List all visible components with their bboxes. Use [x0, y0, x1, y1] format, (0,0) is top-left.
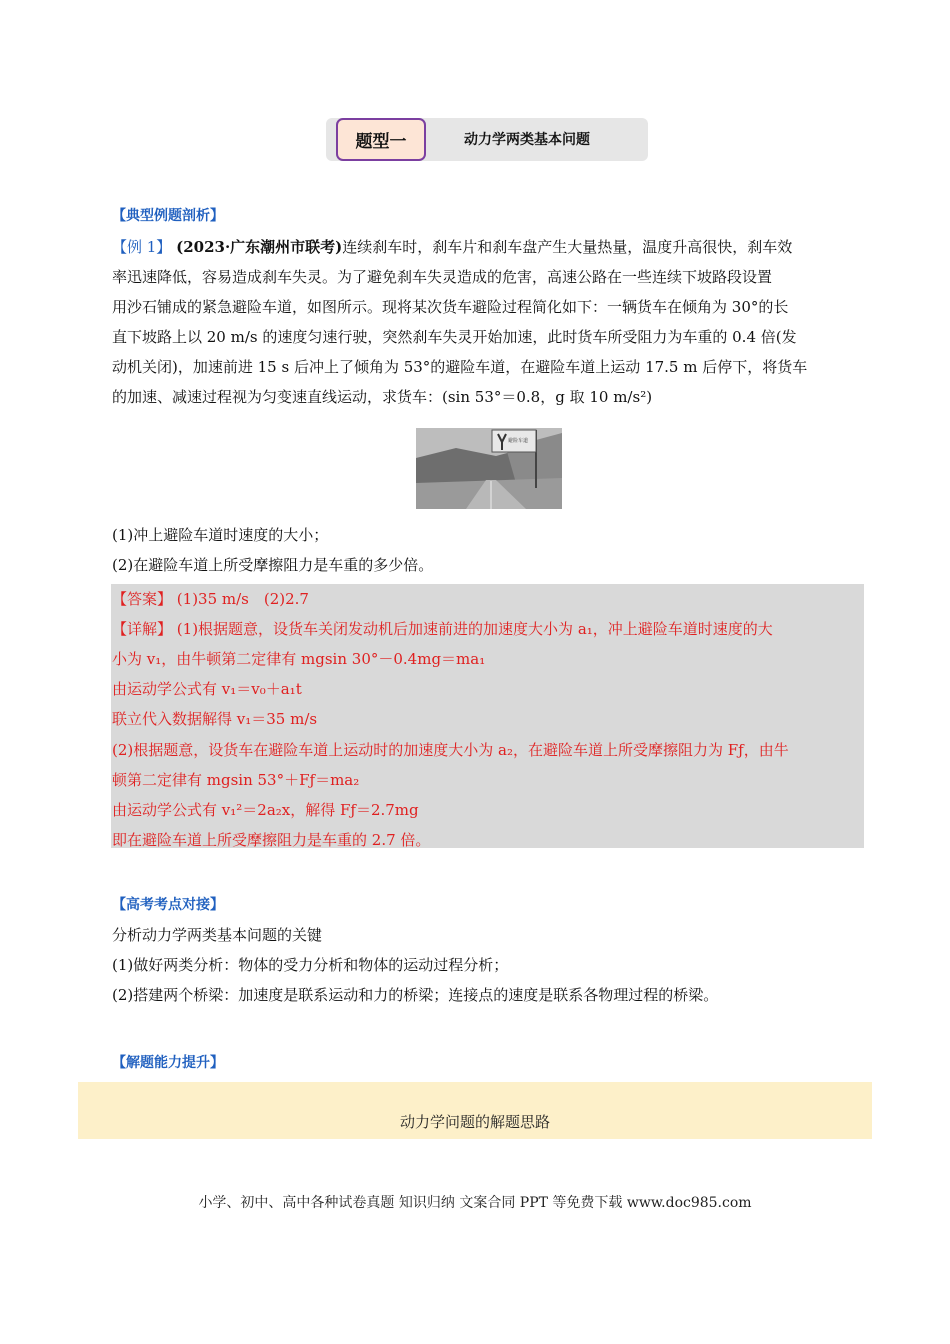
detail-line-2: 小为 v₁，由牛顿第二定律有 mgsin 30°－0.4mg＝ma₁	[112, 650, 486, 668]
detail-line-4: 联立代入数据解得 v₁＝35 m/s	[112, 710, 318, 728]
exam-point-intro: 分析动力学两类基本问题的关键	[112, 926, 323, 944]
exam-point-2: (2)搭建两个桥梁：加速度是联系运动和力的桥梁；连接点的速度是联系各物理过程的桥梁。	[112, 986, 719, 1004]
detail-line-3: 由运动学公式有 v₁＝v₀＋a₁t	[112, 680, 302, 698]
detail-label: 【详解】	[112, 620, 173, 638]
question-1: (1)冲上避险车道时速度的大小；	[112, 526, 329, 544]
exam-point-1: (1)做好两类分析：物体的受力分析和物体的运动过程分析；	[112, 956, 509, 974]
answer-text: (1)35 m/s (2)2.7	[176, 590, 309, 608]
page-title: 动力学两类基本问题	[464, 132, 590, 148]
example-line-5: 动机关闭)，加速前进 15 s 后冲上了倾角为 53°的避险车道，在避险车道上运动 17.5 m 后停下，将货车	[112, 358, 808, 376]
answer-line	[112, 588, 309, 609]
escape-lane-photo	[416, 428, 562, 509]
question-2: (2)在避险车道上所受摩擦阻力是车重的多少倍。	[112, 556, 434, 574]
strategy-box-title: 动力学问题的解题思路	[399, 1113, 550, 1131]
section-heading-skills: 【解题能力提升】	[112, 1055, 224, 1071]
example-line-1: 连续刹车时，刹车片和刹车盘产生大量热量，温度升高很快，刹车效	[342, 238, 793, 256]
detail-line-5: (2)根据题意，设货车在避险车道上运动时的加速度大小为 a₂，在避险车道上所受摩擦阻力为 Fƒ，由牛	[112, 741, 789, 759]
detail-line-8: 即在避险车道上所受摩擦阻力是车重的 2.7 倍。	[112, 831, 431, 849]
detail-line-6: 顿第二定律有 mgsin 53°＋Fƒ＝ma₂	[112, 771, 360, 789]
detail-line-1	[112, 618, 773, 639]
strategy-box	[78, 1082, 872, 1139]
example-source: (2023·广东潮州市联考)	[176, 238, 343, 256]
question-type-tag: 题型一	[336, 118, 426, 161]
example-line-4: 直下坡路上以 20 m/s 的速度匀速行驶，突然刹车失灵开始加速，此时货车所受阻力为车重的 0.4 倍(发	[112, 328, 797, 346]
sign-text: 避险车道	[508, 438, 529, 444]
example-line-6: 的加速、减速过程视为匀变速直线运动，求货车：(sin 53°＝0.8，g 取 10 m/s²)	[112, 388, 653, 406]
example-label: 【例 1】	[112, 238, 172, 256]
section-heading-examples: 【典型例题剖析】	[112, 208, 224, 224]
example-line-2: 率迅速降低，容易造成刹车失灵。为了避免刹车失灵造成的危害，高速公路在一些连续下坡路段设置	[112, 268, 773, 286]
answer-label: 【答案】	[112, 590, 173, 608]
detail-text-1: (1)根据题意，设货车关闭发动机后加速前进的加速度大小为 a₁，冲上避险车道时速度的大	[176, 620, 773, 638]
footer-text: 小学、初中、高中各种试卷真题 知识归纳 文案合同 PPT 等免费下载 www.doc985.com	[198, 1195, 752, 1211]
detail-line-7: 由运动学公式有 v₁²＝2a₂x，解得 Fƒ＝2.7mg	[112, 801, 419, 819]
section-heading-exam-points: 【高考考点对接】	[112, 897, 224, 913]
example-line-3: 用沙石铺成的紧急避险车道，如图所示。现将某次货车避险过程简化如下：一辆货车在倾角为 30°的长	[112, 298, 789, 316]
